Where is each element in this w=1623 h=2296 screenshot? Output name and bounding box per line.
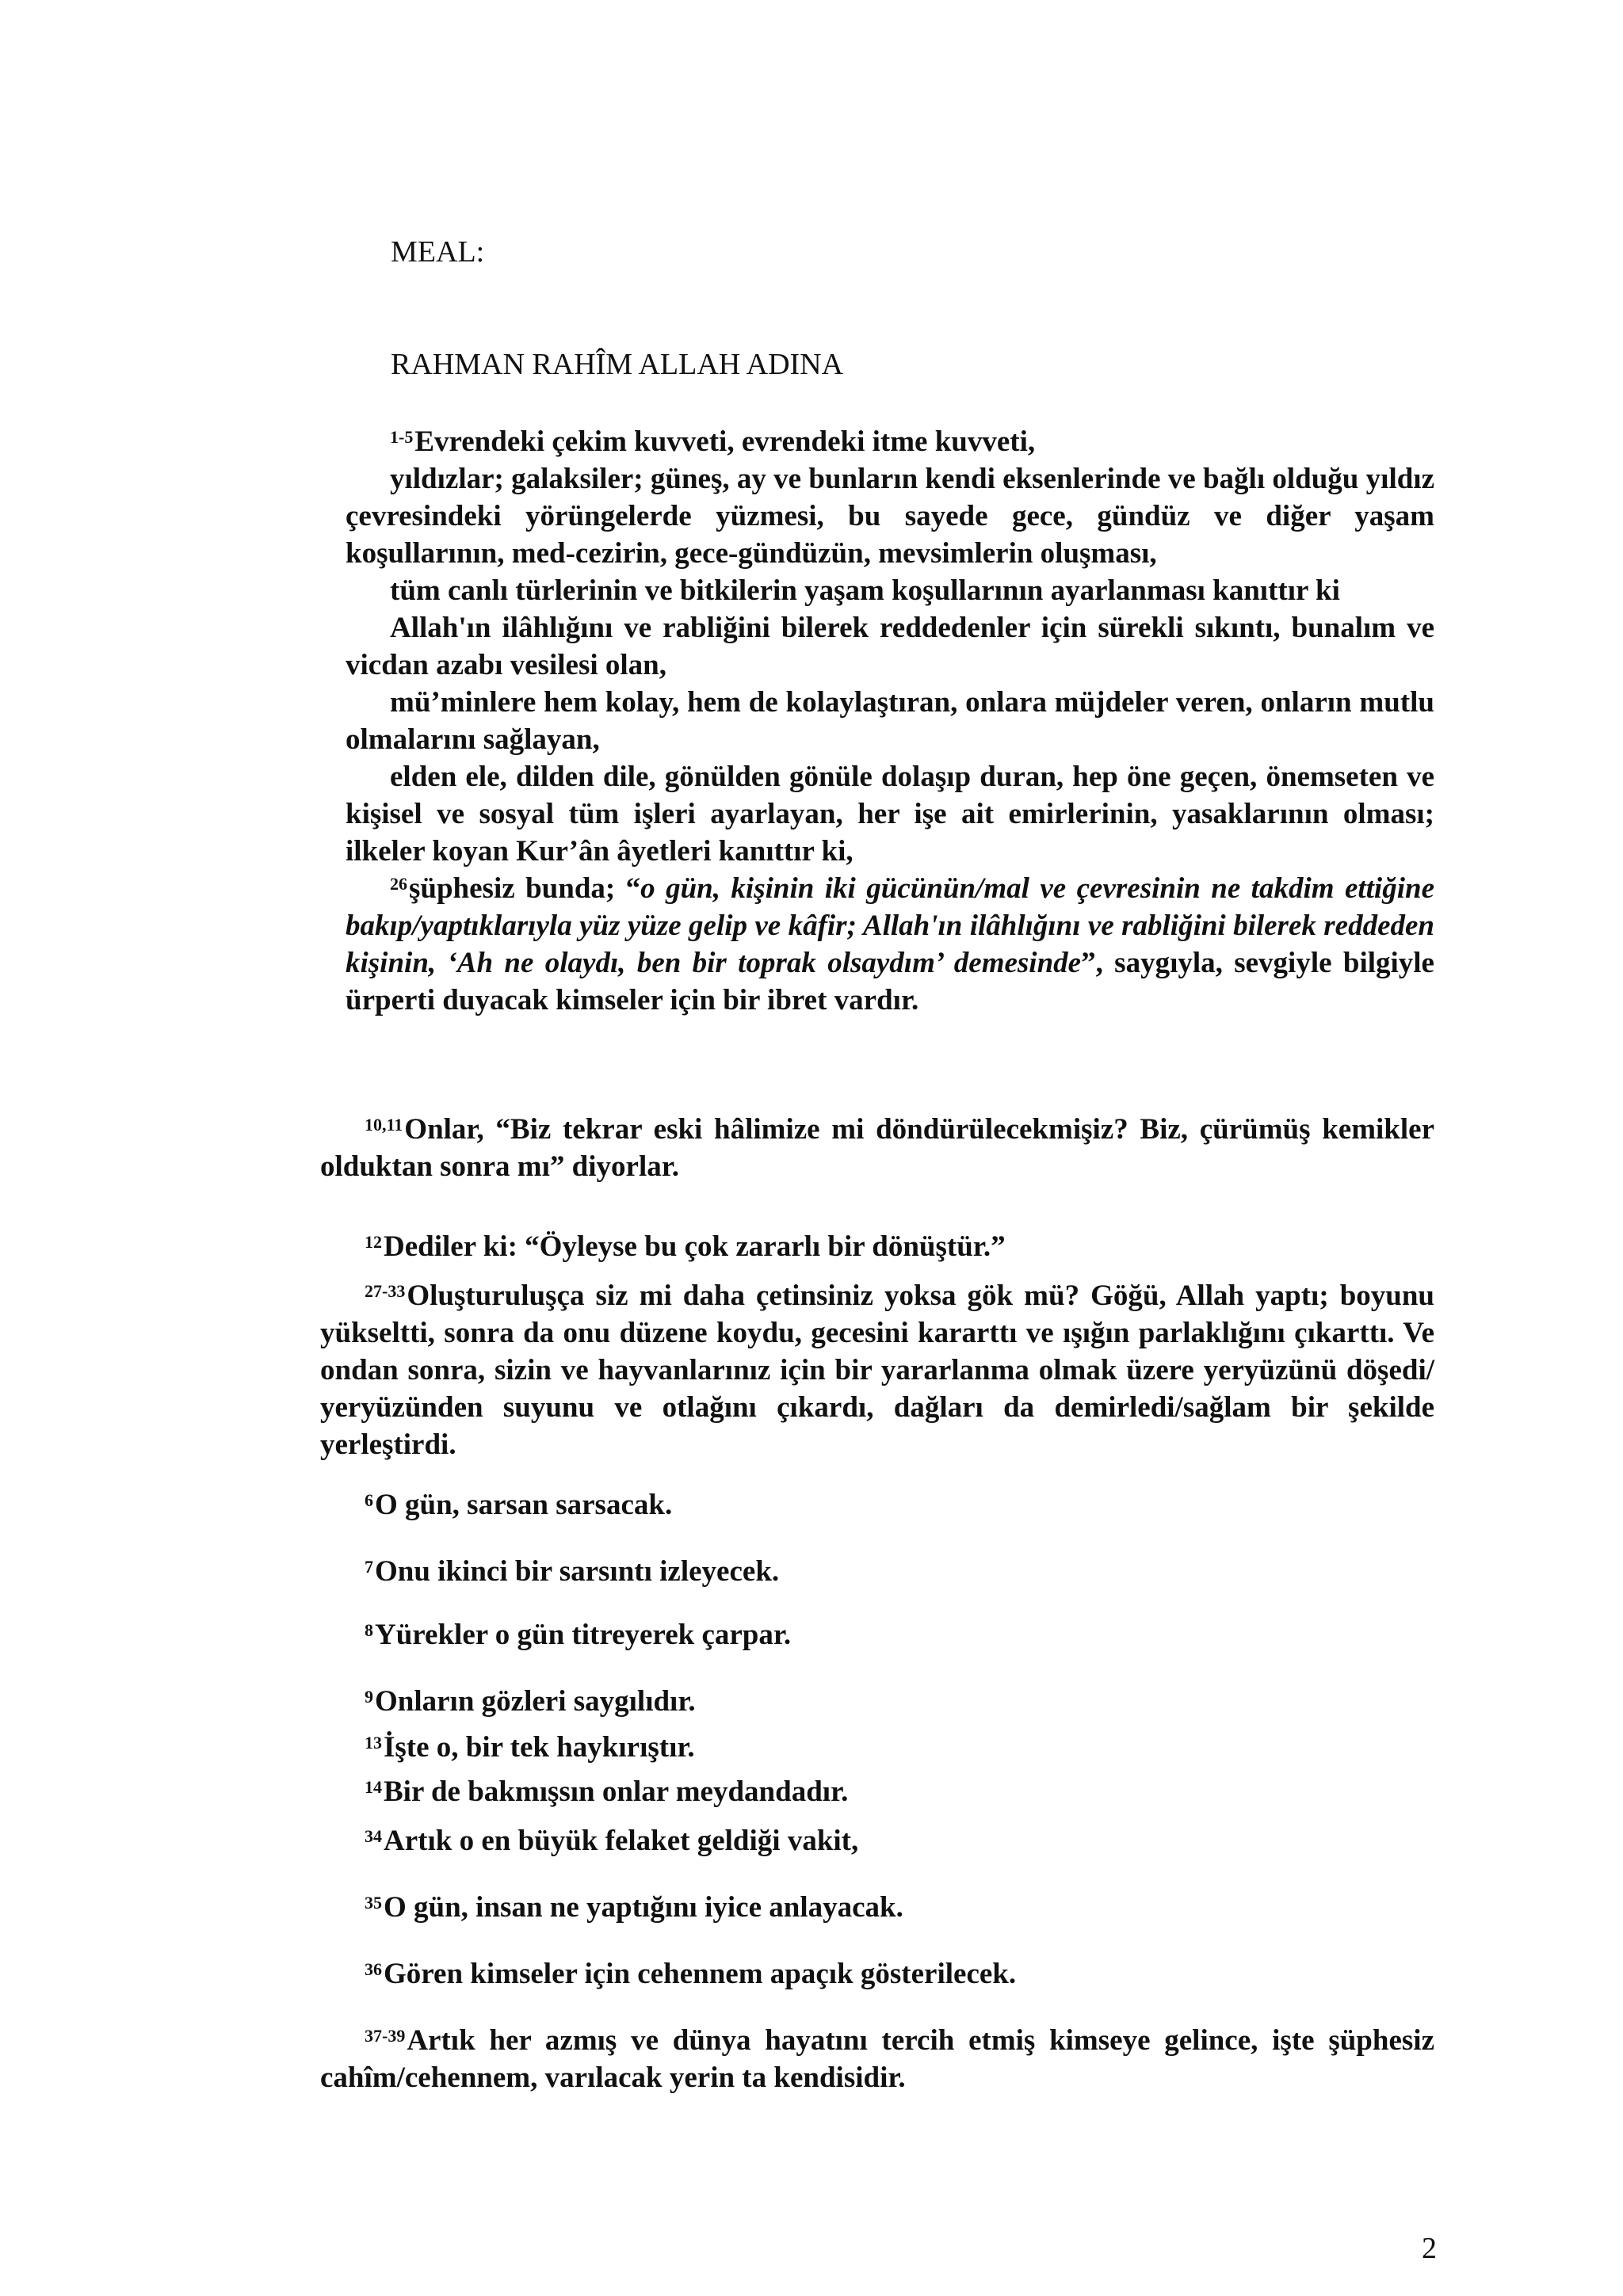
intro-passage (346, 423, 1434, 1019)
verse-ref: 8 (365, 1620, 373, 1640)
verse-paragraph: $^{12}$Dediler ki: “Öyleyse bu çok zararlı bir dönüştür.” (365, 1230, 1006, 1263)
verse-paragraph: $^8$Yürekler o gün titreyerek çarpar. (365, 1619, 792, 1651)
verse-ref: 10,11 (365, 1115, 403, 1135)
intro-paragraph-1: $^{1-5}$Evrendeki çekim kuvveti, evrendeki itme kuvveti, (390, 425, 1036, 458)
verse-ref: 37-39 (365, 2026, 406, 2046)
verse-ref: 34 (365, 1826, 382, 1846)
verse-ref: 12 (365, 1232, 382, 1252)
intro-paragraph-4: Allah'ın ilâhlığını ve rabliğini bilerek reddedenler için sürekli sıkıntı, bunalım ve vicdan azabı vesilesi olan, (346, 612, 1434, 681)
verse-paragraph: $^{34}$Artık o en büyük felaket geldiği vakit, (365, 1825, 859, 1857)
verse-paragraph: $^{36}$Gören kimseler için cehennem apaçık gösterilecek. (365, 1958, 1017, 1990)
verse-paragraph: $^{37-39}$Artık her azmış ve dünya hayatını tercih etmiş kimseye gelince, işte şüphesiz cahîm/cehennem, varılacak yerin ta kendisidir. (320, 2024, 1434, 2094)
verse-ref: 36 (365, 1959, 382, 1979)
verse-paragraph: $^{35}$O gün, insan ne yaptığını iyice anlayacak. (365, 1891, 903, 1924)
verse-paragraph: $^9$Onların gözleri saygılıdır. (365, 1685, 696, 1718)
verse-ref: 14 (365, 1777, 382, 1797)
intro-paragraph-3: tüm canlı türlerinin ve bitkilerin yaşam koşullarının ayarlanması kanıttır ki (390, 574, 1340, 607)
verse-ref: 35 (365, 1893, 382, 1913)
verse-ref: 1-5 (390, 427, 414, 447)
verse-ref: 26 (390, 874, 407, 894)
verse-paragraph: $^7$Onu ikinci bir sarsıntı izleyecek. (365, 1555, 780, 1588)
verse-ref: 13 (365, 1733, 382, 1753)
quoted-verse: o gün, kişinin iki gücünün/mal ve çevresinin ne takdim ettiğine bakıp/yaptıklarıyla yüz yüze gelip ve kâfir; Allah'ın ilâhlığını ve rabliğini bilerek reddeden kişinin, ‘Ah ne olaydı, ben bir toprak olsaydım’ demesinde (346, 872, 1434, 979)
intro-paragraph-7: $^{26}$şüphesiz bunda; “o gün, kişinin iki gücünün/mal ve çevresinin ne takdim ettiğine bakıp/yaptıklarıyla yüz yüze gelip ve kâfir; Allah'ın ilâhlığını ve rabliğini bilerek reddeden kişinin, ‘Ah ne olaydı, ben bir toprak olsaydım’ demesinde”, saygıyla, sevgiyle bilgiyle ürperti duyacak kimseler için bir ibret vardır. (346, 872, 1434, 1016)
verse-paragraph: $^{10,11}$Onlar, “Biz tekrar eski hâlimize mi döndürülecekmişiz? Biz, çürümüş kemikler olduktan sonra mı” diyorlar. (320, 1113, 1434, 1183)
intro-paragraph-2: yıldızlar; galaksiler; güneş, ay ve bunların kendi eksenlerinde ve bağlı olduğu yıldız çevresindeki yörüngelerde yüzmesi, bu sayede gece, gündüz ve diğer yaşam koşullarının, med-cezirin, gece-gündüzün, mevsimlerin oluşması, (346, 463, 1434, 570)
intro-paragraph-6: elden ele, dilden dile, gönülden gönüle dolaşıp duran, hep öne geçen, önemseten ve kişisel ve sosyal tüm işleri ayarlayan, her işe ait emirlerinin, yasaklarının olması; ilkeler koyan Kur’ân âyetleri kanıttır ki, (346, 761, 1434, 868)
verse-ref: 9 (365, 1687, 373, 1707)
verse-paragraph: $^6$O gün, sarsan sarsacak. (365, 1489, 673, 1521)
verse-paragraph: $^{13}$İşte o, bir tek haykırıştır. (365, 1731, 695, 1764)
intro-paragraph-5: mü’minlere hem kolay, hem de kolaylaştıran, onlara müjdeler veren, onların mutlu olmalarını sağlayan, (346, 686, 1434, 756)
page-number: 2 (1422, 2232, 1437, 2265)
verse-paragraph: $^{27-33}$Oluşturuluşça siz mi daha çetinsiniz yoksa gök mü? Göğü, Allah yaptı; boyunu yükseltti, sonra da onu düzene koydu, gecesini kararttı ve ışığın parlaklığını çıkarttı. Ve ondan sonra, sizin ve hayvanlarınız için bir yararlanma olmak üzere yeryüzünü döşedi/ yeryüzünden suyunu ve otlağını çıkardı, dağları da demirledi/sağlam bir şekilde yerleştirdi. (320, 1280, 1434, 1461)
basmala-heading: RAHMAN RAHÎM ALLAH ADINA (391, 348, 844, 381)
verse-ref: 7 (365, 1557, 373, 1577)
verse-paragraph: $^{14}$Bir de bakmışsın onlar meydandadır. (365, 1775, 849, 1808)
meal-heading: MEAL: (391, 235, 485, 269)
verse-ref: 6 (365, 1490, 373, 1510)
verse-ref: 27-33 (365, 1281, 406, 1301)
